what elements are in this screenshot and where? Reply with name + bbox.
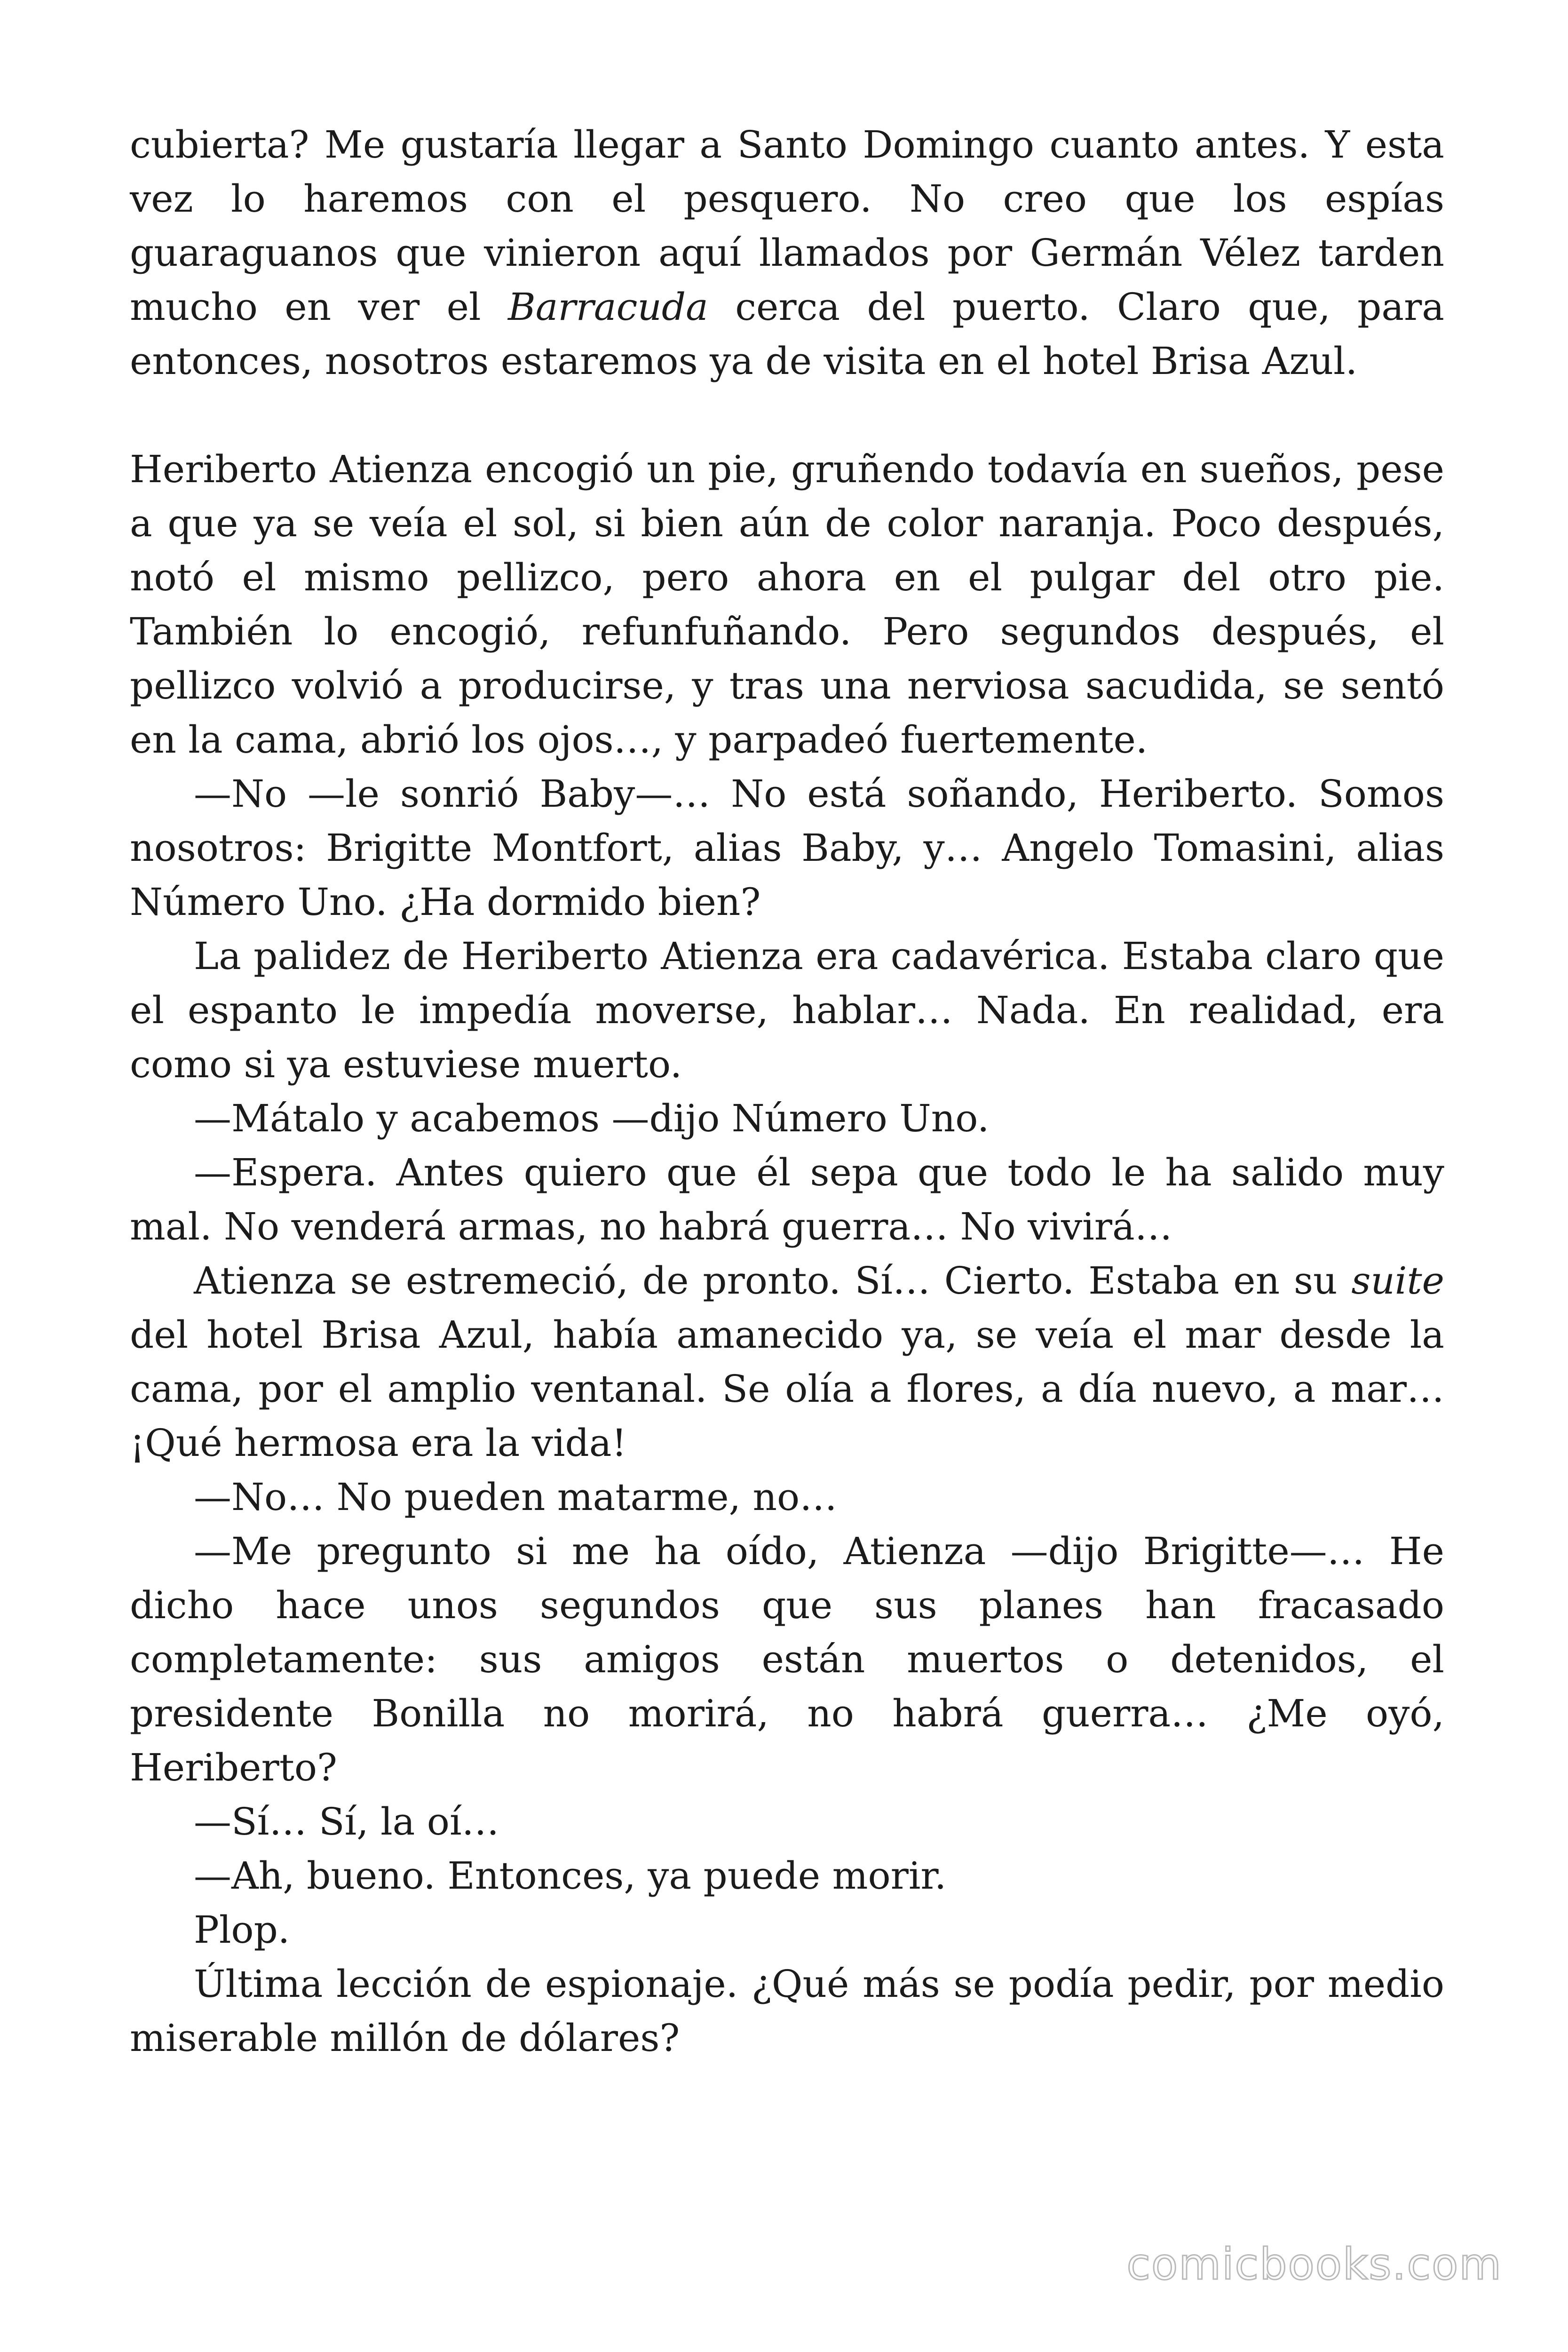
paragraph-8: —No… No pueden matarme, no… [194,1475,838,1519]
boat-name-barracuda: Barracuda [507,285,708,329]
paragraph-7-text-a: Atienza se estremeció, de pronto. Sí… Cierto. Estaba en su [194,1259,1352,1303]
body-text [130,118,1444,2065]
paragraph-5: —Mátalo y acabemos —dijo Número Uno. [194,1097,990,1140]
paragraph-9: —Me pregunto si me ha oído, Atienza —dijo Brigitte—… He dicho hace unos segundos que sus planes han fracasado completamente: sus amigos están muertos o detenidos, el presidente Bonilla no morirá, no habrá guerra… ¿Me oyó, Heriberto? [130,1529,1444,1789]
paragraph-7 [130,1254,1444,1470]
paragraph-1-text-a: cubierta? Me gustaría llegar a Santo Domingo cuanto antes. Y esta vez lo haremos con el pesquero. No creo que los espías guaraguanos que vinieron aquí llamados por Germán Vélez tarden mucho en ver el [130,123,1444,329]
paragraph-2: Heriberto Atienza encogió un pie, gruñendo todavía en sueños, pese a que ya se veía el sol, si bien aún de color naranja. Poco después, notó el mismo pellizco, pero ahora en el pulgar del otro pie. También lo encogió, refunfuñando. Pero segundos después, el pellizco volvió a producirse, y tras una nerviosa sacudida, se sentó en la cama, abrió los ojos…, y parpadeó fuertemente. [130,447,1444,762]
watermark-text: comicbooks.com [1126,2239,1502,2289]
paragraph-10: —Sí… Sí, la oí… [194,1800,499,1843]
paragraph-12: Plop. [194,1908,290,1952]
paragraph-11: —Ah, bueno. Entonces, ya puede morir. [194,1854,947,1898]
paragraph-4: La palidez de Heriberto Atienza era cadavérica. Estaba claro que el espanto le impedía moverse, hablar… Nada. En realidad, era como si ya estuviese muerto. [130,934,1444,1086]
paragraph-7-text-b: del hotel Brisa Azul, había amanecido ya, se veía el mar desde la cama, por el amplio ventanal. Se olía a flores, a día nuevo, a mar… ¡Qué hermosa era la vida! [130,1313,1444,1465]
paragraph-1 [130,118,1444,388]
paragraph-13: Última lección de espionaje. ¿Qué más se podía pedir, por medio miserable millón de dólares? [130,1962,1444,2060]
paragraph-1-text-b: cerca del puerto. Claro que, para entonces, nosotros estaremos ya de visita en el hotel Brisa Azul. [130,285,1445,383]
paragraph-3: —No —le sonrió Baby—… No está soñando, Heriberto. Somos nosotros: Brigitte Montfort, alias Baby, y… Angelo Tomasini, alias Número Uno. ¿Ha dormido bien? [130,772,1444,924]
word-suite: suite [1351,1259,1444,1303]
paragraph-6: —Espera. Antes quiero que él sepa que todo le ha salido muy mal. No venderá armas, no habrá guerra… No vivirá… [130,1151,1444,1248]
